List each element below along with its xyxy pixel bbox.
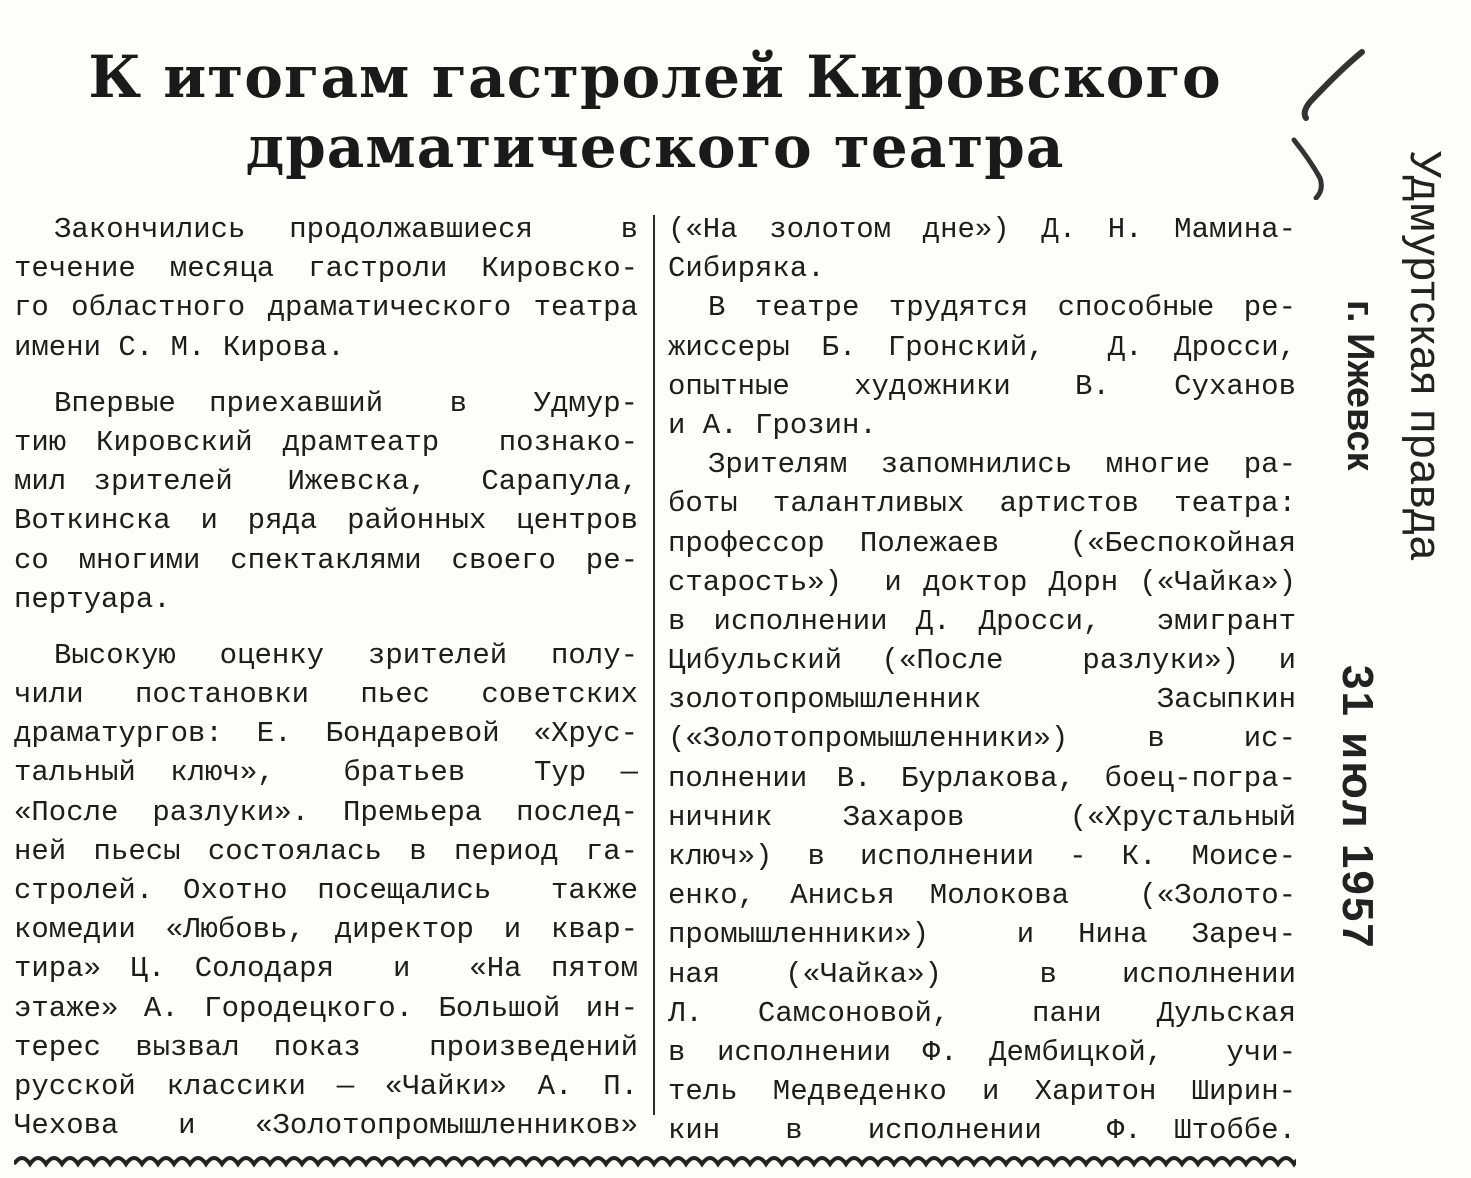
paragraph-gap [14,367,638,384]
text-line: и А. Грозин. [668,408,877,442]
text-line: комедии «Любовь, директор и квар- [14,913,638,947]
text-line: го областного драматического театра [14,291,638,325]
stamp-newspaper-name: Удмуртская правда [1401,150,1450,562]
decorative-wave-border [14,1150,1296,1172]
text-line: Цибульский («После разлуки») и [668,644,1296,678]
text-line: драматургов: Е. Бондаревой «Хрус- [14,717,638,751]
text-line: этаже» А. Городецкого. Большой ин- [14,991,638,1025]
text-line: ная («Чайка») в исполнении [668,957,1296,991]
text-line: («На золотом дне») Д. Н. Мамина- [668,213,1296,246]
text-line: чили постановки пьес советских [14,678,638,712]
text-line: Зрителям запомнились многие ра- [708,448,1296,482]
stamp-date: 31 июл 1957 [1333,665,1382,950]
article-column-left [14,210,638,1145]
text-line: ничник Захаров («Хрустальный [668,800,1296,834]
text-line: со многими спектаклями своего ре- [14,543,638,577]
article-column-right [668,210,1296,1151]
text-line: полнении В. Бурлакова, боец-погра- [668,761,1296,795]
text-line: Сибиряка. [668,252,825,286]
text-line: Чехова и «Золотопромышленников» [14,1109,638,1143]
text-line: «После разлуки». Премьера послед- [14,795,638,829]
text-line: ней пьесы состоялась в период га- [14,834,638,868]
text-line: тию Кировский драмтеатр познако- [14,425,638,459]
text-line: профессор Полежаев («Беспокойная [668,526,1296,560]
text-line: жиссеры Б. Гронский, Д. Дросси, [668,330,1296,364]
text-line: кин в исполнении Ф. Штоббе. [668,1114,1296,1148]
text-line: терес вызвал показ произведений [14,1030,638,1064]
text-line: Закончились продолжавшиеся в [54,213,638,246]
clipping-stamp [1310,140,1470,1040]
text-line: енко, Анисья Молокова («Золото- [668,879,1296,913]
text-line: старость») и доктор Дорн («Чайка») [668,565,1296,599]
headline-line-2: драматического театра [245,113,1065,181]
text-line: русской классики — «Чайки» А. П. [14,1069,638,1103]
text-line: Л. Самсоновой, пани Дульская [668,996,1296,1030]
text-line: стролей. Охотно посещались также [14,874,638,907]
text-line: пертуара. [14,582,171,616]
text-line: тальный ключ», братьев Тур — [14,756,638,790]
text-line: Воткинска и ряда районных центров [14,504,638,538]
text-line: в исполнении Ф. Дембицкой, учи- [668,1035,1296,1069]
text-line: тель Медведенко и Харитон Ширин- [668,1075,1296,1109]
text-line: мил зрителей Ижевска, Сарапула, [14,465,638,499]
text-line: течение месяца гастроли Кировско- [14,252,638,286]
text-line: В театре трудятся способные ре- [708,291,1296,325]
text-line: тира» Ц. Солодаря и «На пятом [14,952,638,986]
text-line: Впервые приехавший в Удмур- [54,386,638,420]
text-line: Высокую оценку зрителей полу- [54,638,638,672]
text-line: опытные художники В. Суханов [668,369,1296,403]
column-divider [653,215,655,1115]
text-line: золотопромышленник Засыпкин [668,683,1296,717]
text-line: промышленники») и Нина Зареч- [668,918,1296,952]
text-line: боты талантливых артистов театра: [668,487,1296,521]
article-headline [40,42,1270,182]
text-line: в исполнении Д. Дросси, эмигрант [668,604,1296,638]
text-line: ключ») в исполнении - К. Моисе- [668,840,1296,873]
stamp-city: г. Ижевск [1339,300,1381,471]
text-line: («Золотопромышленники») в ис- [668,722,1296,756]
headline-line-1: К итогам гастролей Кировского [88,43,1222,111]
text-line: имени С. М. Кирова. [14,330,345,364]
paragraph-gap [14,619,638,636]
